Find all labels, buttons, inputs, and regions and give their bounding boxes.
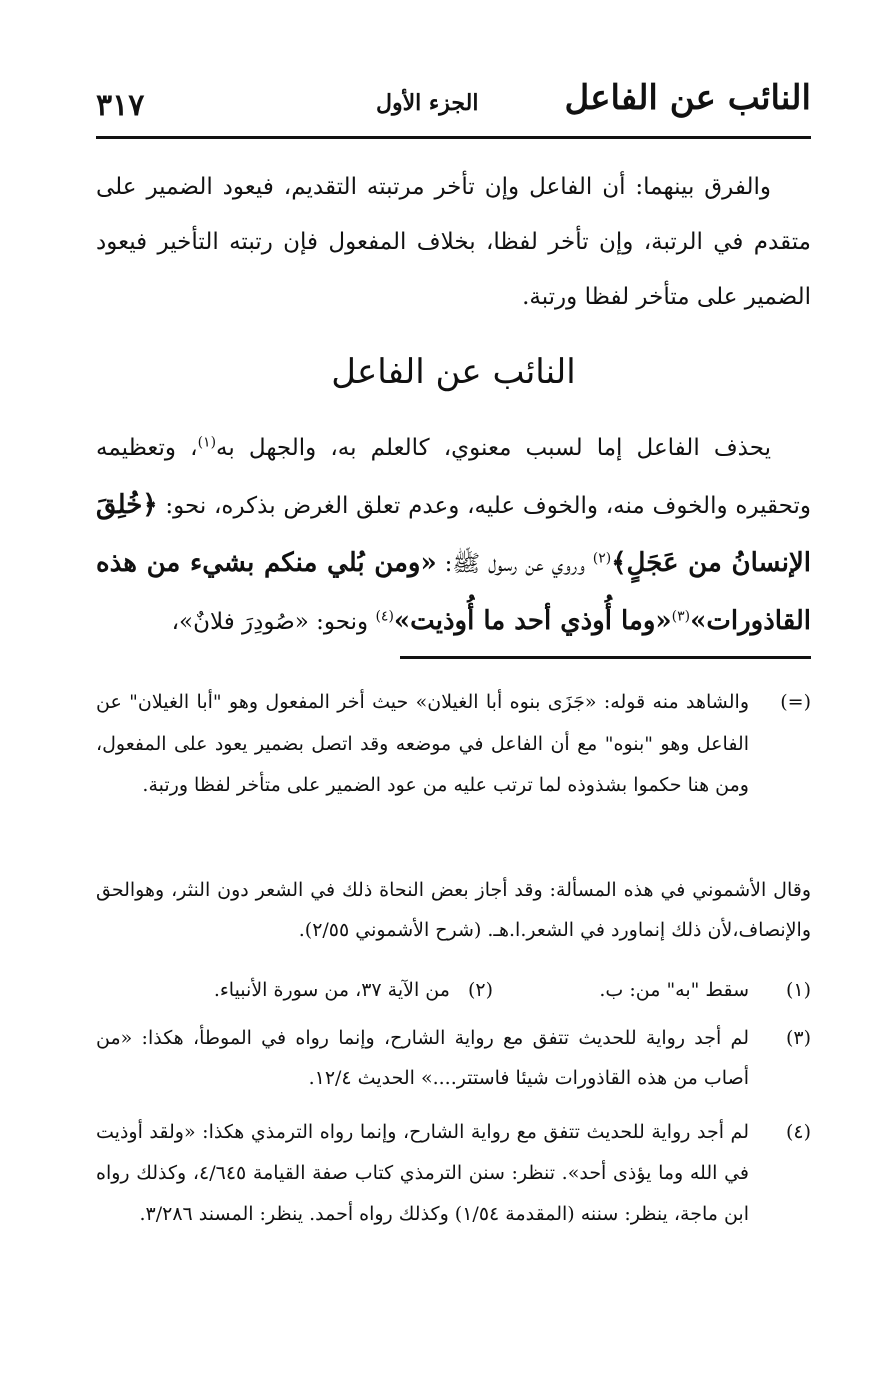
footnote-ref-4: (٤) bbox=[375, 608, 394, 625]
part-label: الجزء الأول bbox=[376, 90, 479, 116]
chapter-title: النائب عن الفاعل bbox=[564, 78, 811, 118]
footnote-text-ashmouni: وقال الأشموني في هذه المسألة: وقد أجاز بعض النحاة ذلك في الشعر دون النثر، وهوالحق والإنصاف،لأن ذلك إنماورد في الشعر.ا.هـ. (شرح الأشموني ٢/٥٥). bbox=[96, 879, 811, 941]
running-header bbox=[96, 78, 811, 138]
footnote-separator bbox=[400, 656, 811, 659]
quran-quote: ﴿خُلِقَ الإنسانُ من عَجَلٍ﴾ bbox=[96, 490, 812, 578]
footnote-2 bbox=[214, 970, 493, 1010]
footnote-mark-3: (٣) bbox=[785, 1027, 811, 1049]
footnote-text-3: لم أجد رواية للحديث تتفق مع رواية الشارح، وإنما رواه في الموطأ، هكذا: «من أصاب من هذه القاذورات شيئا فاستتر....» الحديث ١٢/٤. bbox=[96, 1027, 749, 1089]
footnote-mark-1: (١) bbox=[785, 979, 811, 1001]
page-number: ٣١٧ bbox=[96, 88, 145, 123]
footnote-ref-3: (٣) bbox=[671, 608, 691, 625]
footnote-mark-2: (٢) bbox=[467, 979, 493, 1001]
intro-paragraph-text: والفرق بينهما: أن الفاعل وإن تأخر مرتبته التقديم، فيعود الضمير على متقدم في الرتبة، وإن تأخر لفظا، بخلاف المفعول فإن رتبته التأخير فيعود الضمير على متأخر لفظا ورتبة. bbox=[96, 174, 811, 310]
footnote-text-1: سقط "به" من: ب. bbox=[599, 979, 749, 1001]
footnote-ashmouni bbox=[96, 870, 811, 950]
main-text-part3: وروي عن رسول ﷺ: bbox=[436, 551, 593, 577]
footnote-ref-2: (٢) bbox=[592, 550, 612, 567]
main-text-part1: يحذف الفاعل إما لسبب معنوي، كالعلم به، والجهل به bbox=[216, 435, 771, 461]
footnote-4 bbox=[96, 1112, 811, 1235]
footnote-3 bbox=[96, 1018, 811, 1098]
footnote-mark-4: (٤) bbox=[785, 1121, 811, 1143]
footnote-text-4: لم أجد رواية للحديث تتفق مع رواية الشارح، وإنما رواه الترمذي هكذا: «ولقد أوذيت في الله وما يؤذى أحد». تنظر: سنن الترمذي كتاب صفة القيامة ٤/٦٤٥، وكذلك رواه ابن ماجة، ينظر: سننه (المقدمة ١/٥٤) وكذلك رواه أحمد. ينظر: المسند ٣/٢٨٦. bbox=[96, 1121, 749, 1225]
footnote-continued bbox=[96, 682, 811, 807]
main-paragraph bbox=[96, 420, 811, 651]
footnote-text-2: من الآية ٣٧، من سورة الأنبياء. bbox=[213, 979, 450, 1001]
footnote-ref-1: (١) bbox=[197, 434, 217, 451]
section-title: النائب عن الفاعل bbox=[331, 352, 576, 392]
main-paragraph-text bbox=[96, 420, 811, 651]
header-rule bbox=[96, 136, 811, 139]
footnote-text-continued: والشاهد منه قوله: «جَزَى بنوه أبا الغيلان» حيث أخر المفعول وهو "أبا الغيلان" عن الفاعل وهو "بنوه" مع أن الفاعل في موضعه وقد اتصل بضمير يعود على المفعول، ومن هنا حكموا بشذوذه لما ترتب عليه من عود الضمير على متأخر لفظا ورتبة. bbox=[96, 691, 749, 796]
hadith-quote-2: «وما أُوذي أحد ما أُوذيت» bbox=[393, 606, 672, 636]
footnote-1-2 bbox=[96, 970, 811, 1010]
hadith-quote-1: «ومن بُلي منكم بشيء من هذه القاذورات» bbox=[96, 548, 811, 636]
main-text-part2: ، وتعظيمه وتحقيره والخوف منه، والخوف عليه، وعدم تعلق الغرض بذكره، نحو: bbox=[96, 435, 811, 519]
footnote-mark-continued: (=) bbox=[780, 691, 811, 713]
intro-paragraph bbox=[96, 160, 811, 325]
main-text-part4: ونحو: «صُودِرَ فلانٌ»، bbox=[171, 609, 376, 635]
